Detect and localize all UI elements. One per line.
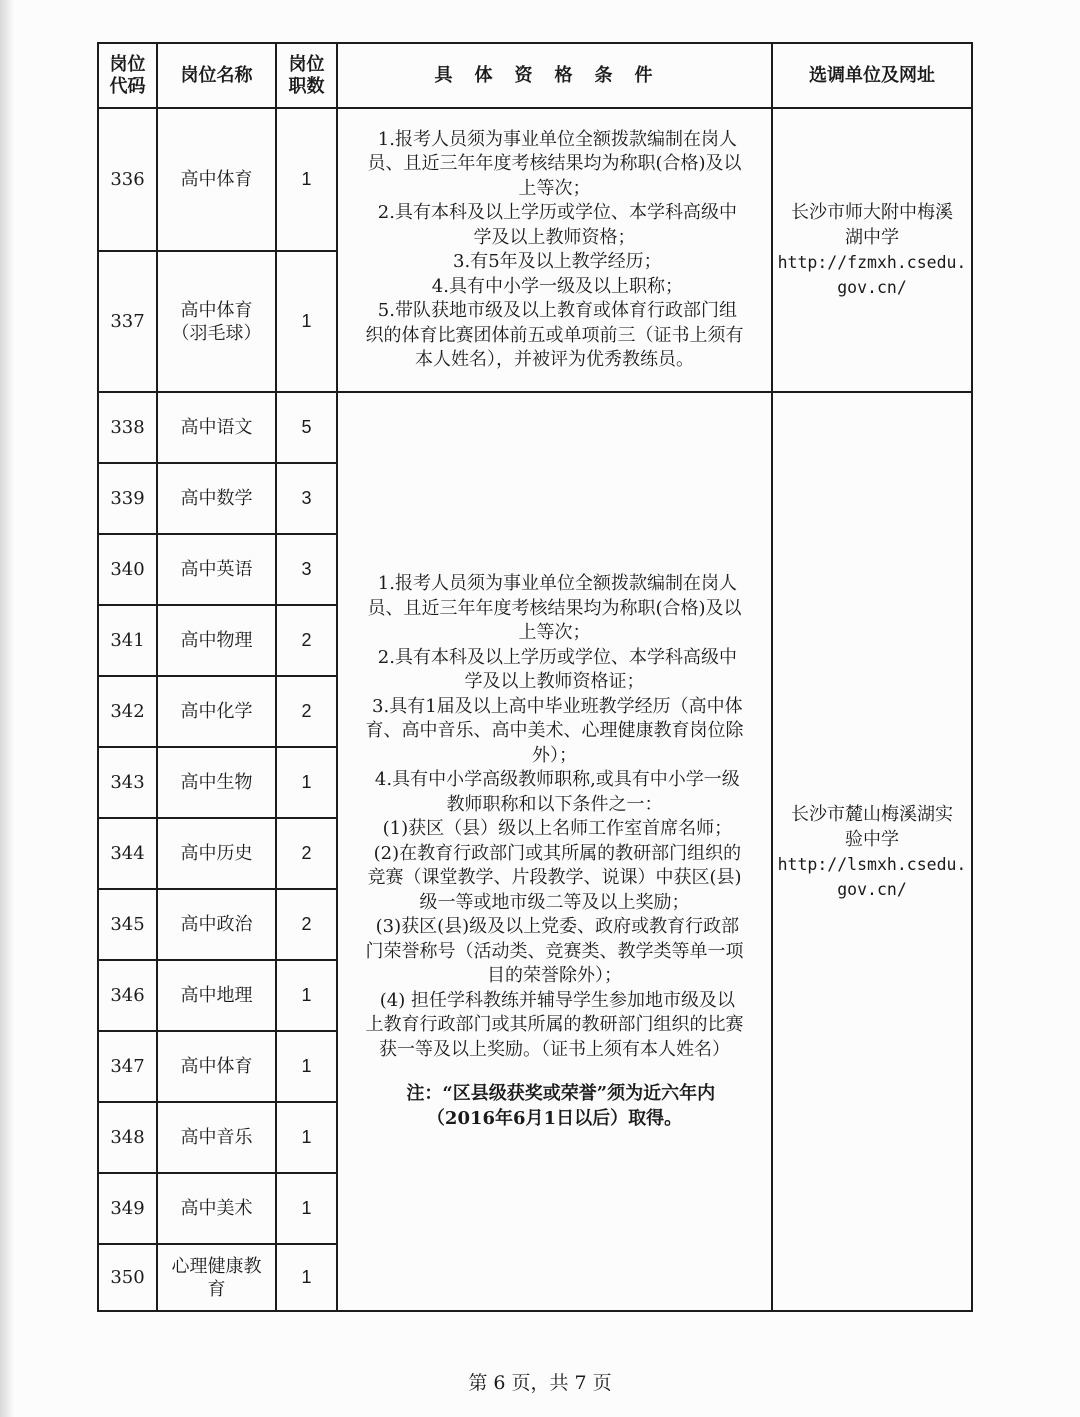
position-name: 高中体育 (157, 108, 276, 251)
unit-url: http://lsmxh.csedu. gov.cn/ (777, 854, 967, 899)
table-row (98, 108, 972, 251)
position-count: 2 (276, 676, 337, 747)
position-name: 心理健康教 育 (157, 1244, 276, 1311)
position-name: 高中语文 (157, 392, 276, 463)
position-code: 350 (98, 1244, 157, 1311)
position-count: 2 (276, 605, 337, 676)
page-edge-shadow (0, 0, 14, 1417)
page-footer: 第 6 页，共 7 页 (468, 1372, 612, 1394)
position-code: 338 (98, 392, 157, 463)
position-name: 高中地理 (157, 960, 276, 1031)
position-count: 1 (276, 108, 337, 251)
unit-url: http://fzmxh.csedu. gov.cn/ (777, 253, 967, 297)
position-name: 高中数学 (157, 463, 276, 534)
recruiting-unit (772, 108, 972, 392)
position-count: 2 (276, 889, 337, 960)
position-code: 348 (98, 1102, 157, 1173)
position-code: 347 (98, 1031, 157, 1102)
position-count: 1 (276, 1173, 337, 1244)
position-count: 3 (276, 463, 337, 534)
position-count: 3 (276, 534, 337, 605)
position-code: 340 (98, 534, 157, 605)
position-code: 341 (98, 605, 157, 676)
header-count: 岗位 职数 (276, 43, 337, 108)
position-count: 2 (276, 818, 337, 889)
header-conditions: 具体资格条件 (337, 43, 772, 108)
position-code: 345 (98, 889, 157, 960)
position-name: 高中历史 (157, 818, 276, 889)
table-row (98, 392, 972, 463)
qualification-conditions: 1.报考人员须为事业单位全额拨款编制在岗人 员、且近三年年度考核结果均为称职(合格)及以 上等次； 2.具有本科及以上学历或学位、本学科高级中 学及以上教师资格； 3.有5年及以上教学经历； 4.具有中小学一级及以上职称； 5.带队获地市级及以上教育或体育行政部门组 织的体育比赛团体前五或单项前三（证书上须有 本人姓名），并被评为优秀教练员。 (337, 108, 772, 392)
qualification-conditions: 1.报考人员须为事业单位全额拨款编制在岗人 员、且近三年年度考核结果均为称职(合格)及以 上等次； 2.具有本科及以上学历或学位、本学科高级中 学及以上教师资格证； 3.具有1届及以上高中毕业班教学经历（高中体 育、高中音乐、高中美术、心理健康教育岗位除 外）； 4.具有中小学高级教师职称,或具有中小学一级 教师职称和以下条件之一： (1)获区（县）级以上名师工作室首席名师； (2)在教育行政部门或其所属的教研部门组织的 竞赛（课堂教学、片段教学、说课）中获区(县) 级一等或地市级二等及以上奖励； (3)获区(县)级及以上党委、政府或教育行政部 门荣誉称号（活动类、竞赛类、教学类等单一项 目的荣誉除外）； (4) 担任学科教练并辅导学生参加地市级及以 上教育行政部门或其所属的教研部门组织的比赛 获一等及以上奖励。（证书上须有本人姓名） 注：“区县级获奖或荣誉”须为近六年内 （2016年6月1日以后）取得。 (337, 392, 772, 1311)
header-unit: 选调单位及网址 (772, 43, 972, 108)
recruiting-unit (772, 392, 972, 1311)
position-name: 高中生物 (157, 747, 276, 818)
position-name: 高中美术 (157, 1173, 276, 1244)
position-name: 高中化学 (157, 676, 276, 747)
position-code: 339 (98, 463, 157, 534)
position-count: 1 (276, 747, 337, 818)
position-table (97, 42, 973, 1312)
position-code: 342 (98, 676, 157, 747)
position-count: 1 (276, 960, 337, 1031)
header-code: 岗位 代码 (98, 43, 157, 108)
position-count: 5 (276, 392, 337, 463)
position-name: 高中物理 (157, 605, 276, 676)
unit-name: 长沙市师大附中梅溪 湖中学 (791, 202, 953, 248)
table-header-row (98, 43, 972, 108)
position-count: 1 (276, 1102, 337, 1173)
unit-name: 长沙市麓山梅溪湖实 验中学 (791, 803, 953, 850)
position-name: 高中政治 (157, 889, 276, 960)
position-code: 337 (98, 251, 157, 392)
position-count: 1 (276, 251, 337, 392)
position-name: 高中体育 （羽毛球） (157, 251, 276, 392)
position-code: 343 (98, 747, 157, 818)
position-name: 高中体育 (157, 1031, 276, 1102)
position-code: 344 (98, 818, 157, 889)
condition-note: 注：“区县级获奖或荣誉”须为近六年内 （2016年6月1日以后）取得。 (393, 1083, 716, 1129)
position-code: 349 (98, 1173, 157, 1244)
header-name: 岗位名称 (157, 43, 276, 108)
position-name: 高中音乐 (157, 1102, 276, 1173)
position-count: 1 (276, 1031, 337, 1102)
position-code: 336 (98, 108, 157, 251)
position-count: 1 (276, 1244, 337, 1311)
position-name: 高中英语 (157, 534, 276, 605)
position-code: 346 (98, 960, 157, 1031)
